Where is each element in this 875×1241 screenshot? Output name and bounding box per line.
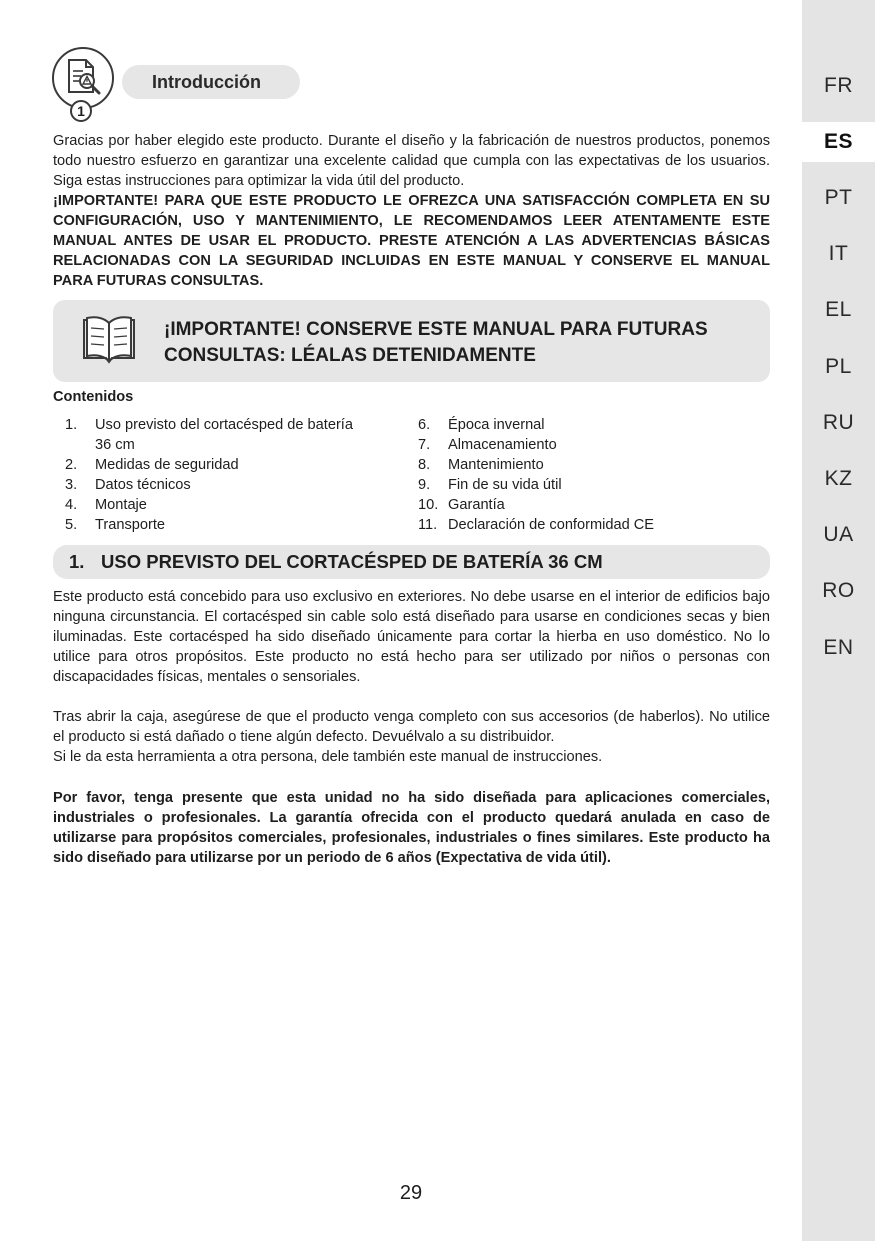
toc-item [418, 435, 758, 455]
toc-item [418, 415, 758, 435]
toc-item [65, 495, 370, 515]
toc-number: 4. [65, 497, 78, 513]
toc-label: Montaje [95, 497, 147, 513]
section-1-heading [53, 545, 770, 579]
contents-title: Contenidos [53, 389, 134, 405]
toc-label: Uso previsto del cortacésped de batería 36 cm [95, 417, 353, 453]
section-number: 1. [69, 551, 85, 572]
language-tab-en[interactable]: EN [823, 636, 854, 659]
important-line-2: CONSULTAS: LÉALAS DETENIDAMENTE [164, 345, 536, 366]
toc-number: 10. [418, 497, 439, 513]
important-line-1: ¡IMPORTANTE! CONSERVE ESTE MANUAL PARA FUTURAS [164, 319, 708, 340]
toc-label: Datos técnicos [95, 477, 191, 493]
language-tab-it[interactable]: IT [828, 242, 849, 265]
toc-number: 9. [418, 477, 431, 493]
section-1-paragraph-1: Este producto está concebido para uso exclusivo en exteriores. No debe usarse en el interior de edificios bajo ninguna circunstancia. El cortacésped sin cable solo está diseñado para usarse en condiciones secas y bien iluminadas. Este cortacésped ha sido diseñado únicamente para cortar la hierba en uso doméstico. No lo utilice para otros propósitos. Este producto no está hecho para ser utilizado por niños o personas con discapacidades físicas, mentales o sensoriales. [53, 589, 770, 685]
toc-label: Mantenimiento [448, 457, 544, 473]
toc-number: 2. [65, 457, 78, 473]
toc-label: Época invernal [448, 417, 545, 433]
toc-number: 11. [418, 517, 438, 533]
section-title: USO PREVISTO DEL CORTACÉSPED DE BATERÍA 36 CM [101, 551, 603, 572]
language-tab-fr[interactable]: FR [824, 74, 853, 97]
toc-label: Fin de su vida útil [448, 477, 562, 493]
toc-number: 1. [65, 417, 78, 433]
toc-item [418, 495, 758, 515]
section-1-paragraph-2: Tras abrir la caja, asegúrese de que el producto venga completo con sus accesorios (de haberlos). No utilice el producto si está dañado o tiene algún defecto. Devuélvalo a su distribuidor. [53, 709, 770, 745]
chapter-number-badge: 1 [70, 100, 92, 122]
chapter-title: Introducción [122, 65, 300, 99]
important-notice-text [164, 317, 724, 369]
toc-item [418, 455, 758, 475]
page-number: 29 [399, 1182, 423, 1204]
toc-item [65, 455, 370, 475]
toc-number: 6. [418, 417, 431, 433]
toc-label: Transporte [95, 517, 166, 533]
language-tab-ua[interactable]: UA [823, 523, 854, 546]
toc-number: 3. [65, 477, 78, 493]
toc-number: 7. [418, 437, 431, 453]
language-tab-kz[interactable]: KZ [824, 467, 853, 490]
language-tab-el[interactable]: EL [825, 298, 852, 321]
contents-list-left [65, 415, 370, 535]
contents-list-right [418, 415, 758, 535]
section-1-commercial-notice: Por favor, tenga presente que esta unidad no ha sido diseñada para aplicaciones comerciales, industriales o profesionales. La garantía ofrecida con el producto quedará anulada en caso de utilizarse para propósitos comerciales, profesionales, industriales o fines similares. Este producto ha sido diseñado para utilizarse por un periodo de 6 años (Expectativa de vida útil). [53, 790, 770, 866]
section-1-paragraph-3: Si le da esta herramienta a otra persona, dele también este manual de instrucciones. [53, 749, 603, 765]
toc-item [418, 475, 758, 495]
intro-paragraph: Gracias por haber elegido este producto. Durante el diseño y la fabricación de nuestros productos, ponemos todo nuestro esfuerzo en garantizar una excelente calidad que cumpla con las expectativas de los usuarios. Siga estas instrucciones para optimizar la vida útil del producto. [53, 133, 770, 189]
intro-warning: ¡IMPORTANTE! PARA QUE ESTE PRODUCTO LE OFREZCA UNA SATISFACCIÓN COMPLETA EN SU CONFIGURACIÓN, USO Y MANTENIMIENTO, LE RECOMENDAMOS LEER ATENTAMENTE ESTE MANUAL ANTES DE USAR EL PRODUCTO. PRESTE ATENCIÓN A LAS ADVERTENCIAS BÁSICAS RELACIONADAS CON LA SEGURIDAD INCLUIDAS EN ESTE MANUAL Y CONSERVE EL MANUAL PARA FUTURAS CONSULTAS. [53, 193, 770, 289]
language-sidebar [802, 0, 875, 1241]
toc-label: Declaración de conformidad CE [448, 517, 655, 533]
toc-item [65, 475, 370, 495]
language-tab-ru[interactable]: RU [822, 411, 855, 434]
toc-label: Garantía [448, 497, 505, 513]
toc-label: Almacenamiento [448, 437, 557, 453]
language-tab-pl[interactable]: PL [825, 355, 852, 378]
open-book-icon [81, 314, 137, 366]
toc-label: Medidas de seguridad [95, 457, 239, 473]
toc-item [418, 515, 758, 535]
toc-item [65, 415, 370, 455]
language-tab-pt[interactable]: PT [824, 186, 853, 209]
toc-item [65, 515, 370, 535]
language-tab-ro[interactable]: RO [822, 579, 855, 602]
toc-number: 5. [65, 517, 78, 533]
important-notice-box [53, 300, 770, 382]
toc-number: 8. [418, 457, 431, 473]
language-tab-es[interactable]: ES [802, 122, 875, 162]
